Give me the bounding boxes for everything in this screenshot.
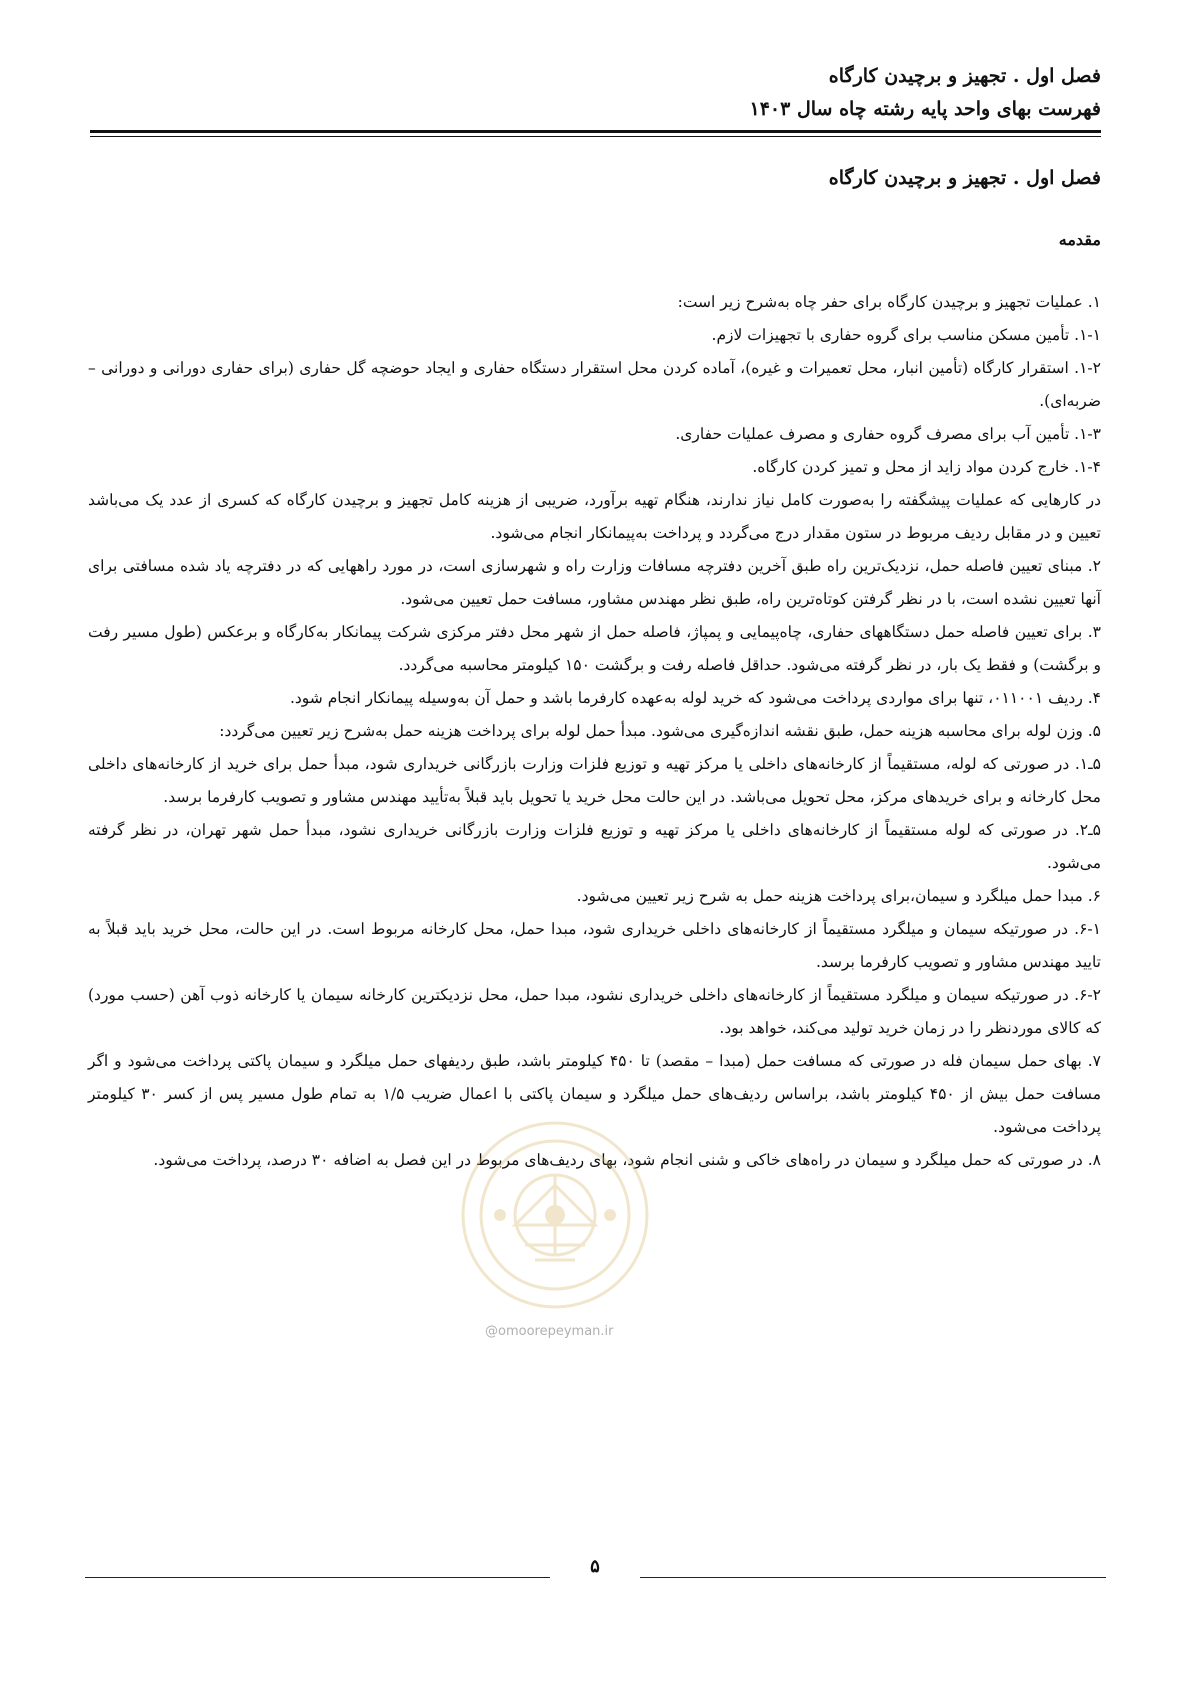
paragraph: ۴. ردیف ۰۱۱۰۰۱، تنها برای مواردی پرداخت می‌شود که خرید لوله به‌عهده کارفرما باشد و حمل آن به‌وسیله پیمانکار انجام شود.: [289, 689, 1101, 707]
paragraph: ۸. در صورتی که حمل میلگرد و سیمان در راه‌های خاکی و شنی انجام شود، بهای ردیف‌های مربوط در این فصل به اضافه ۳۰ درصد، پرداخت می‌شود.: [153, 1151, 1101, 1169]
section-title: مقدمه: [1058, 230, 1101, 249]
paragraph: ۵. وزن لوله برای محاسبه هزینه حمل، طبق نقشه اندازه‌گیری می‌شود. مبدأ حمل لوله برای پرداخت هزینه حمل به‌شرح زیر تعیین می‌گردد:: [219, 722, 1101, 740]
paragraph: در کارهایی که عملیات پیشگفته را به‌صورت کامل نیاز ندارند، هنگام تهیه برآورد، ضریبی از هزینه کامل تجهیز و برچیدن کارگاه که کسری از عدد یک می‌باشد تعیین و در مقابل ردیف مربوط در ستون مقدار درج می‌گردد و پرداخت به‌پیمانکار انجام می‌شود.: [88, 491, 1101, 542]
paragraph: ۳. برای تعیین فاصله حمل دستگاههای حفاری، چاه‌پیمایی و پمپاژ، فاصله حمل از شهر محل دفتر مرکزی شرکت پیمانکار به‌کارگاه و برعکس (طول مسیر رفت و برگشت) و فقط یک بار، در نظر گرفته می‌شود. حداقل فاصله رفت و برگشت ۱۵۰ کیلومتر محاسبه می‌گردد.: [88, 623, 1101, 674]
paragraph: ۵ـ۲. در صورتی که لوله مستقیماً از کارخانه‌های داخلی یا مرکز تهیه و توزیع فلزات وزارت بازرگانی خریداری نشود، مبدأ حمل شهر تهران، در نظر گرفته می‌شود.: [88, 821, 1101, 872]
paragraph: ۶-۱. در صورتیکه سیمان و میلگرد مستقیماً از کارخانه‌های داخلی خریداری شود، مبدا حمل، محل کارخانه مربوط است. در این حالت، محل خرید باید قبلاً به تایید مهندس مشاور و تصویب کارفرما برسد.: [88, 920, 1101, 971]
footer-rule-left: [85, 1577, 550, 1578]
running-header: [90, 60, 1101, 126]
header-rule-thin: [90, 136, 1101, 137]
chapter-title: فصل اول . تجهیز و برچیدن کارگاه: [828, 167, 1101, 189]
footer-rule-right: [640, 1577, 1106, 1578]
paragraph: ۶. مبدا حمل میلگرد و سیمان،برای پرداخت هزینه حمل به شرح زیر تعیین می‌شود.: [576, 887, 1101, 905]
header-chapter-line: فصل اول . تجهیز و برچیدن کارگاه: [828, 65, 1101, 87]
paragraph: ۱-۴. خارج کردن مواد زاید از محل و تمیز کردن کارگاه.: [752, 458, 1101, 476]
body-text: [88, 286, 1101, 1177]
seal-logo-icon: [455, 1115, 655, 1315]
header-rule-thick: [90, 130, 1101, 133]
watermark-url: @omoorepeyman.ir: [485, 1324, 614, 1339]
paragraph: ۱-۳. تأمین آب برای مصرف گروه حفاری و مصرف عملیات حفاری.: [675, 425, 1101, 443]
paragraph: ۵ـ۱. در صورتی که لوله، مستقیماً از کارخانه‌های داخلی یا مرکز تهیه و توزیع فلزات وزارت بازرگانی خریداری شود، مبدأ حمل برای خرید از کارخانه‌های داخلی محل کارخانه و برای خریدهای مرکز، محل تحویل می‌باشد. در این حالت محل خرید یا تحویل باید قبلاً به‌تأیید مهندس مشاور و تصویب کارفرما برسد.: [88, 755, 1101, 806]
paragraph: ۱. عملیات تجهیز و برچیدن کارگاه برای حفر چاه به‌شرح زیر است:: [677, 293, 1101, 311]
paragraph: ۶-۲. در صورتیکه سیمان و میلگرد مستقیماً از کارخانه‌های داخلی خریداری نشود، مبدا حمل، محل نزدیکترین کارخانه سیمان یا کارخانه ذوب آهن (حسب مورد) که کالای موردنظر را در زمان خرید تولید می‌کند، خواهد بود.: [88, 986, 1101, 1037]
page-number: ۵: [590, 1556, 600, 1577]
paragraph: ۱-۱. تأمین مسکن مناسب برای گروه حفاری با تجهیزات لازم.: [711, 326, 1101, 344]
paragraph: ۷. بهای حمل سیمان فله در صورتی که مسافت حمل (مبدا – مقصد) تا ۴۵۰ کیلومتر باشد، طبق ردیفهای حمل میلگرد و سیمان پاکتی پرداخت می‌شود و اگر مسافت حمل بیش از ۴۵۰ کیلومتر باشد، براساس ردیف‌های حمل میلگرد و سیمان پاکتی با اعمال ضریب ۱/۵ به تمام طول مسیر پس از کسر ۳۰ کیلومتر پرداخت می‌شود.: [88, 1052, 1101, 1136]
paragraph: ۱-۲. استقرار کارگاه (تأمین انبار، محل تعمیرات و غیره)، آماده کردن محل استقرار دستگاه حفاری و ایجاد حوضچه گل حفاری (برای حفاری دورانی و دورانی – ضربه‌ای).: [88, 359, 1101, 410]
header-document-title: فهرست بهای واحد پایه رشته چاه سال ۱۴۰۳: [749, 98, 1101, 120]
paragraph: ۲. مبنای تعیین فاصله حمل، نزدیک‌ترین راه طبق آخرین دفترچه مسافات وزارت راه و شهرسازی است، در مورد راههایی که در دفترچه یاد شده مسافتی برای آنها تعیین نشده است، با در نظر گرفتن کوتاه‌ترین راه، طبق نظر مهندس مشاور، مسافت حمل تعیین می‌شود.: [88, 557, 1101, 608]
